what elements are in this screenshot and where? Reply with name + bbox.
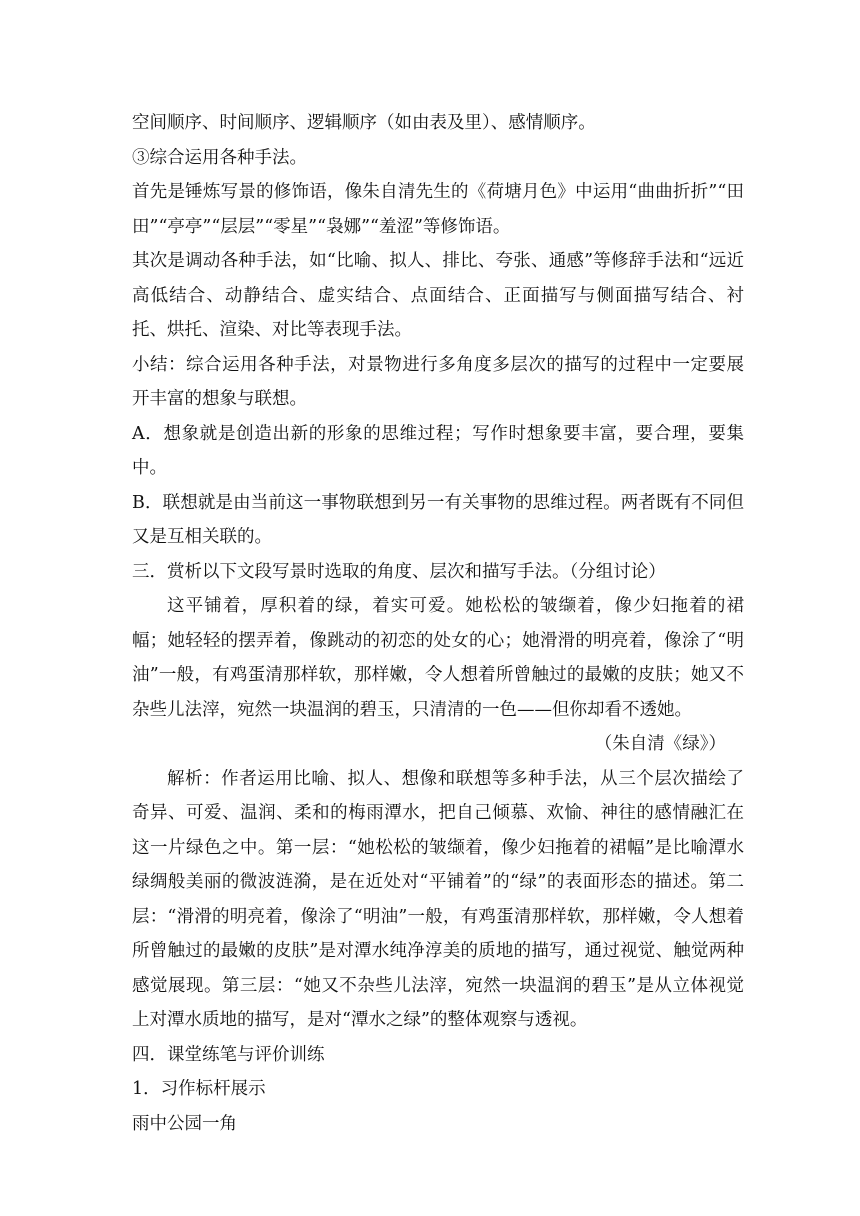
section-heading-3: 三．赏析以下文段写景时选取的角度、层次和描写手法。（分组讨论） — [132, 561, 666, 582]
paragraph-imagination: A．想象就是创造出新的形象的思维过程；写作时想象要丰富，要合理，要集中。 — [132, 423, 744, 478]
excerpt-source: （朱自清《绿》） — [594, 734, 726, 754]
paragraph-modifiers: 首先是锤炼写景的修饰语，像朱自清先生的《荷塘月色》中运用“曲曲折折”“田田”“亭亭”“层层”“零星”“袅娜”“羞涩”等修饰语。 — [132, 182, 744, 237]
section-heading-4: 四．课堂练笔与评价训练 — [132, 1044, 325, 1065]
excerpt-passage: 这平铺着，厚积着的绿，着实可爱。她松松的皱缬着，像少妇拖着的裙幅；她轻轻的摆弄着，像跳动的初恋的处女的心；她滑滑的明亮着，像涂了“明油”一般，有鸡蛋清那样软，那样嫩，令人想着所曾触过的最嫩的皮肤；她又不杂些儿法滓，宛然一块温润的碧玉，只清清的一色——但你却看不透她。 — [132, 596, 744, 720]
paragraph-method-3: ③综合运用各种手法。 — [132, 147, 307, 168]
paragraph-association: B．联想就是由当前这一事物联想到另一有关事物的思维过程。两者既有不同但又是互相关联的。 — [132, 492, 744, 547]
subheading-sample-essay: 1．习作标杆展示 — [132, 1079, 266, 1099]
paragraph-summary: 小结：综合运用各种手法，对景物进行多角度多层次的描写的过程中一定要展开丰富的想象与联想。 — [132, 354, 744, 409]
essay-title: 雨中公园一角 — [132, 1113, 237, 1134]
analysis-paragraph: 解析：作者运用比喻、拟人、想像和联想等多种手法，从三个层次描绘了奇异、可爱、温润、柔和的梅雨潭水，把自己倾慕、欢愉、神往的感情融汇在这一片绿色之中。第一层：“她松松的皱缬着，像少妇拖着的裙幅”是比喻潭水绿绸般美丽的微波涟漪，是在近处对“平铺着”的“绿”的表面形态的描述。第二层：“滑滑的明亮着，像涂了“明油”一般，有鸡蛋清那样软，那样嫩，令人想着所曾触过的最嫩的皮肤”是对潭水纯净淳美的质地的描写，通过视觉、触觉两种感觉展现。第三层：“她又不杂些儿法滓，宛然一块温润的碧玉”是从立体视觉上对潭水质地的描写，是对“潭水之绿”的整体观察与透视。 — [132, 768, 744, 1030]
paragraph-spatial-order: 空间顺序、时间顺序、逻辑顺序（如由表及里）、感情顺序。 — [132, 113, 596, 133]
paragraph-techniques: 其次是调动各种手法，如“比喻、拟人、排比、夸张、通感”等修辞手法和“远近高低结合、动静结合、虚实结合、点面结合、正面描写与侧面描写结合、衬托、烘托、渲染、对比等表现手法。 — [132, 251, 744, 340]
document-page — [132, 106, 744, 1141]
